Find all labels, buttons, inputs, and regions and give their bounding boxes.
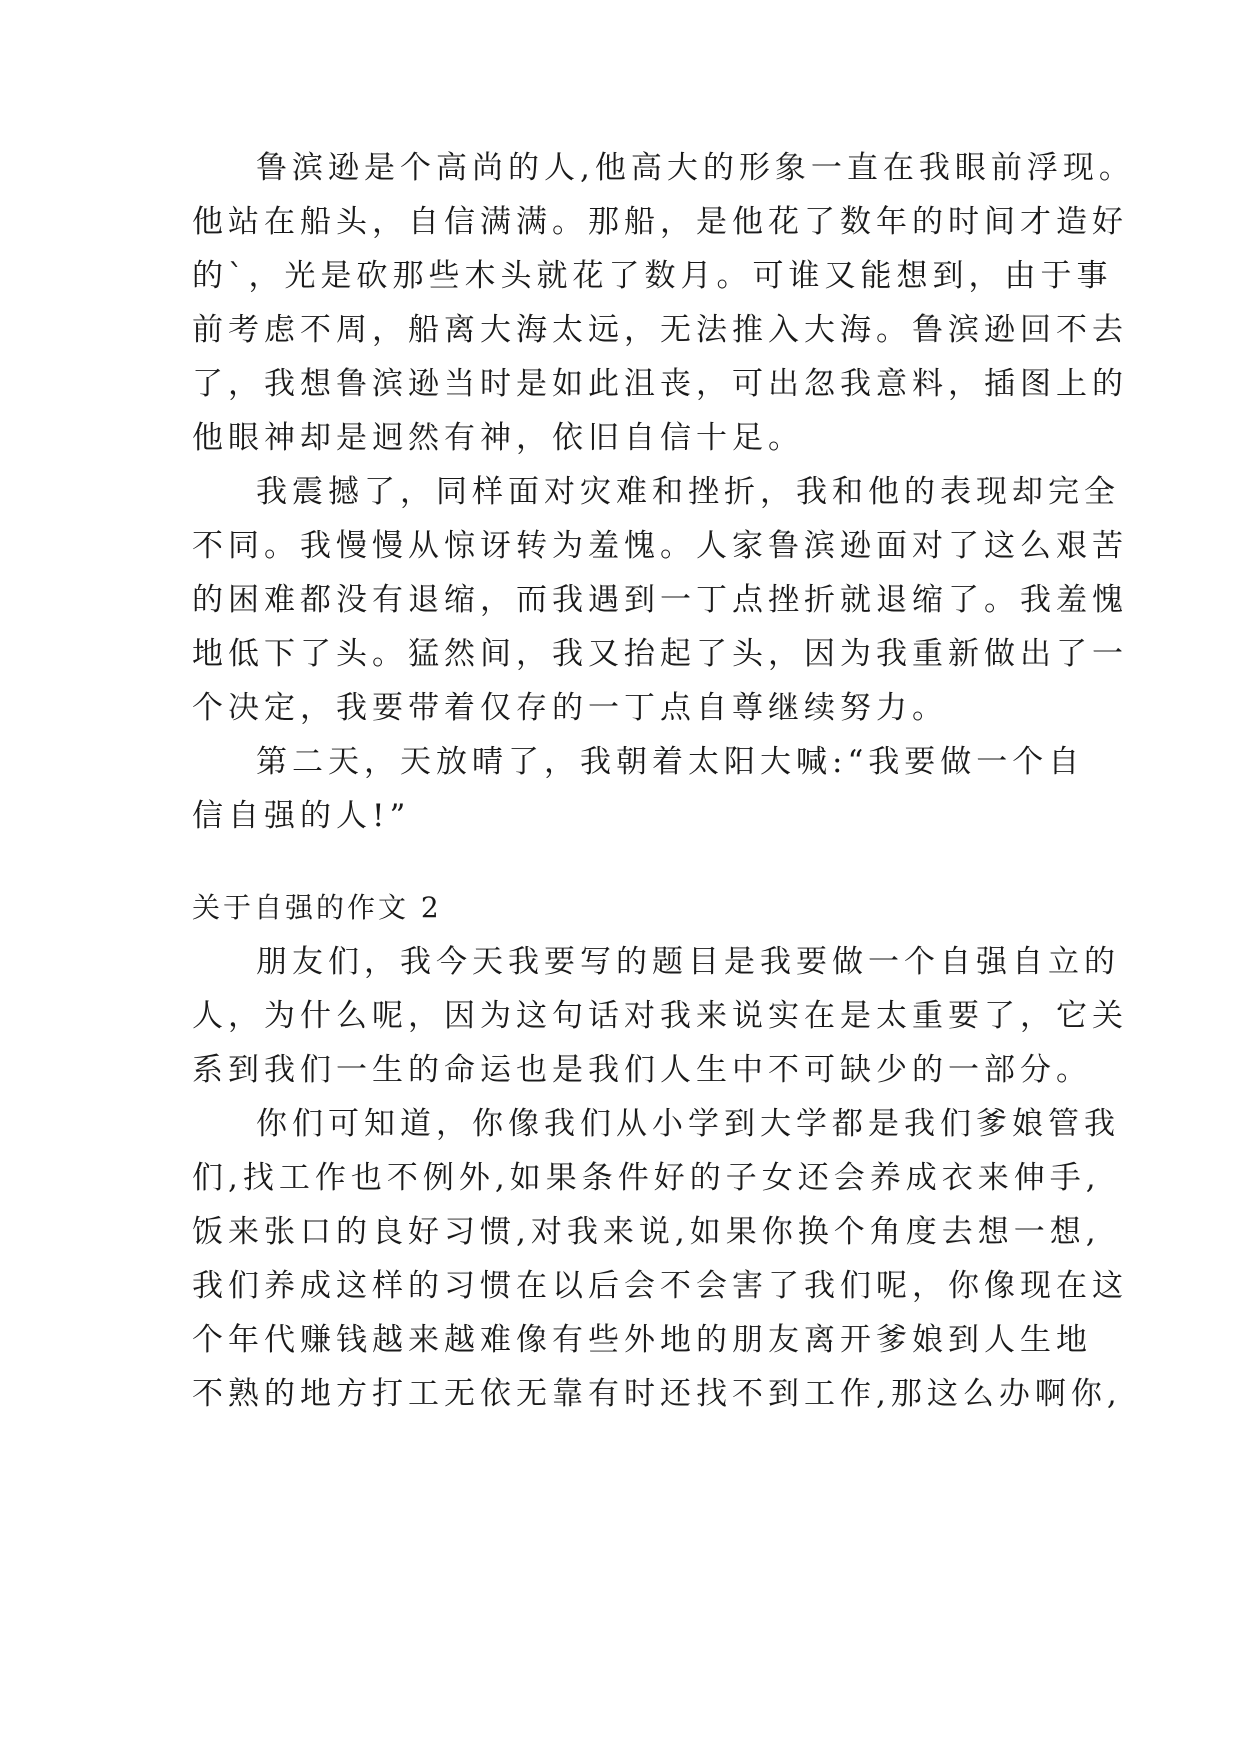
paragraph-line: 的`，光是砍那些木头就花了数月。可谁又能想到，由于事	[192, 258, 1113, 294]
paragraph-line: 不同。我慢慢从惊讶转为羞愧。人家鲁滨逊面对了这么艰苦	[192, 528, 1128, 564]
paragraph-line: 他眼神却是迥然有神，依旧自信十足。	[192, 420, 804, 456]
paragraph-line: 了，我想鲁滨逊当时是如此沮丧，可出忽我意料，插图上的	[192, 366, 1128, 402]
paragraph-line: 他站在船头，自信满满。那船，是他花了数年的时间才造好	[192, 204, 1128, 240]
paragraph-line: 们,找工作也不例外,如果条件好的子女还会养成衣来伸手,	[192, 1160, 1101, 1196]
paragraph-line: 你们可知道，你像我们从小学到大学都是我们爹娘管我	[256, 1106, 1120, 1142]
paragraph-line: 我们养成这样的习惯在以后会不会害了我们呢，你像现在这	[192, 1268, 1128, 1304]
paragraph-line: 信自强的人!”	[192, 798, 411, 834]
paragraph-line: 第二天，天放晴了，我朝着太阳大喊:“我要做一个自	[256, 744, 1085, 780]
paragraph-line: 个决定，我要带着仅存的一丁点自尊继续努力。	[192, 690, 948, 726]
paragraph-line: 地低下了头。猛然间，我又抬起了头，因为我重新做出了一	[192, 636, 1128, 672]
paragraph-line: 前考虑不周，船离大海太远，无法推入大海。鲁滨逊回不去	[192, 312, 1128, 348]
paragraph-line: 我震撼了，同样面对灾难和挫折，我和他的表现却完全	[256, 474, 1120, 510]
paragraph-line: 鲁滨逊是个高尚的人,他高大的形象一直在我眼前浮现。	[256, 150, 1135, 186]
paragraph-line: 不熟的地方打工无依无靠有时还找不到工作,那这么办啊你,	[192, 1376, 1122, 1412]
paragraph-line: 系到我们一生的命运也是我们人生中不可缺少的一部分。	[192, 1052, 1092, 1088]
paragraph-line: 饭来张口的良好习惯,对我来说,如果你换个角度去想一想,	[192, 1214, 1101, 1250]
paragraph-line: 朋友们，我今天我要写的题目是我要做一个自强自立的	[256, 944, 1120, 980]
paragraph-line: 个年代赚钱越来越难像有些外地的朋友离开爹娘到人生地	[192, 1322, 1092, 1358]
paragraph-line: 的困难都没有退缩，而我遇到一丁点挫折就退缩了。我羞愧	[192, 582, 1128, 618]
paragraph-line: 人，为什么呢，因为这句话对我来说实在是太重要了，它关	[192, 998, 1128, 1034]
section-heading: 关于自强的作文 2	[192, 891, 442, 924]
